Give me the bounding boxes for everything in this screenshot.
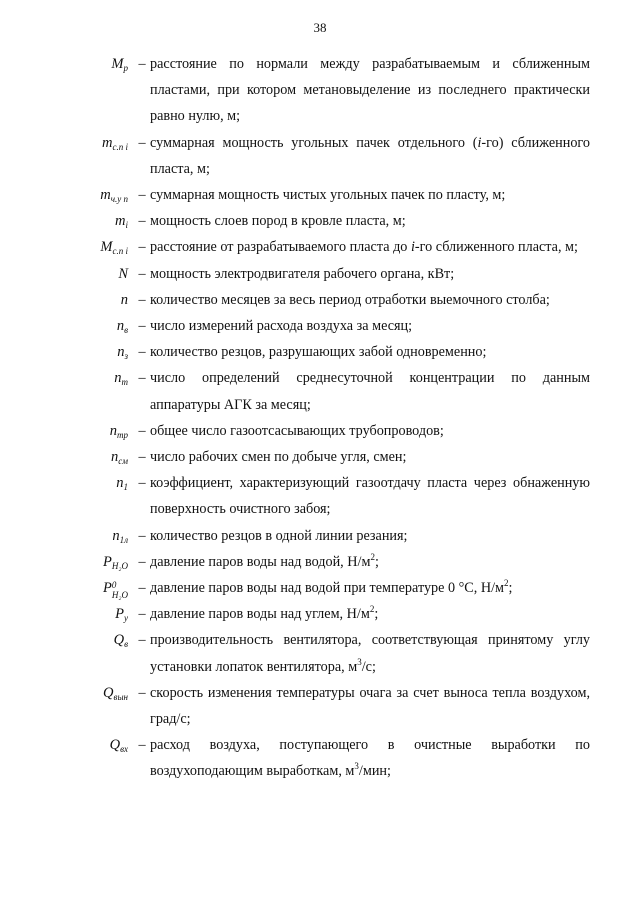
dash: – — [138, 475, 146, 492]
list-item — [0, 234, 640, 260]
symbol: $P_у$ — [115, 606, 128, 624]
list-item — [0, 261, 640, 287]
symbol: $P_{H_2O}$ — [103, 553, 128, 571]
definition: производительность вентилятора, соответствующая принятому углу установки лопаток вентилятора, $м^3/с$; — [150, 632, 590, 675]
list-item — [0, 575, 640, 601]
list-item — [0, 627, 640, 679]
dash: – — [138, 265, 146, 282]
dash: – — [138, 370, 146, 387]
dash: – — [138, 344, 146, 361]
definition: мощность слоев пород в кровле пласта, м; — [150, 213, 406, 230]
dash: – — [138, 422, 146, 439]
dash: – — [138, 527, 146, 544]
list-item — [0, 313, 640, 339]
symbol-list — [0, 51, 640, 785]
symbol: $n_1$ — [116, 475, 128, 493]
symbol: $Q_{вх}$ — [109, 737, 128, 755]
symbol: $M_{с.п i}$ — [100, 239, 128, 257]
symbol: $n_з$ — [117, 344, 128, 362]
dash: – — [138, 213, 146, 230]
list-item — [0, 523, 640, 549]
definition: количество месяцев за весь период отработки выемочного столба; — [150, 291, 550, 308]
list-item — [0, 444, 640, 470]
dash: – — [138, 56, 146, 72]
dash: – — [138, 553, 146, 570]
dash: – — [138, 187, 146, 204]
list-item — [0, 470, 640, 522]
dash: – — [138, 737, 146, 754]
definition: скорость изменения температуры очага за счет выноса тепла воздухом, град/с; — [150, 684, 590, 728]
dash: – — [138, 632, 146, 649]
list-item — [0, 130, 640, 182]
definition: суммарная мощность чистых угольных пачек по пласту, м; — [150, 187, 506, 204]
symbol: $m_i$ — [115, 213, 128, 231]
dash: – — [138, 134, 146, 151]
list-item — [0, 680, 640, 732]
definition: суммарная мощность угольных пачек отдельного (i-го) сближенного пласта, м; — [150, 134, 590, 177]
symbol: P 0 H₂O — [103, 580, 128, 601]
definition: мощность электродвигателя рабочего органа, кВт; — [150, 265, 455, 282]
symbol: $n_{1л}$ — [112, 527, 128, 545]
definition: количество резцов в одной линии резания; — [150, 527, 408, 544]
list-item — [0, 182, 640, 208]
list-item — [0, 418, 640, 444]
definition: число определений среднесуточной концентрации по данным аппаратуры АГК за месяц; — [150, 370, 590, 413]
symbol: $n_т$ — [114, 370, 128, 388]
symbol: $M_р$ — [111, 56, 128, 73]
list-item — [0, 51, 640, 130]
definition: давление паров воды над водой, $Н/м^2$; — [150, 551, 379, 570]
list-item — [0, 549, 640, 575]
dash: – — [138, 239, 146, 256]
symbol: N — [118, 265, 128, 282]
symbol: $n_{тр}$ — [109, 422, 128, 440]
page-number: 38 — [313, 20, 327, 35]
list-item — [0, 732, 640, 784]
dash: – — [138, 580, 146, 597]
dash: – — [138, 318, 146, 335]
definition: число рабочих смен по добыче угля, смен; — [150, 449, 407, 466]
list-item — [0, 208, 640, 234]
definition: расстояние от разрабатываемого пласта до i-го сближенного пласта, м; — [150, 239, 578, 256]
definition: коэффициент, характеризующий газоотдачу пласта через обнаженную поверхность очистного забоя; — [150, 475, 590, 518]
symbol: $n_в$ — [116, 318, 128, 336]
list-item — [0, 339, 640, 365]
definition: количество резцов, разрушающих забой одновременно; — [150, 344, 487, 361]
list-item — [0, 601, 640, 627]
list-item — [0, 287, 640, 313]
definition: расстояние по нормали между разрабатываемым и сближенным пластами, при котором метановыделение из последнего практически равно нулю, м; — [150, 56, 590, 125]
dash: – — [138, 449, 146, 466]
symbol: $m_{с.п i}$ — [102, 134, 128, 152]
definition: давление паров воды над водой при температуре 0 °С, $Н/м^2$; — [150, 578, 513, 597]
definition: общее число газоотсасывающих трубопроводов; — [150, 422, 444, 439]
symbol: $Q_в$ — [113, 632, 128, 650]
symbol: $Q_{вын}$ — [103, 684, 128, 702]
dash: – — [138, 606, 146, 623]
symbol: n — [120, 291, 128, 308]
dash: – — [138, 291, 146, 308]
definition: расход воздуха, поступающего в очистные выработки по воздухоподающим выработкам, $м^3$/мин; — [150, 737, 590, 780]
symbol: $m_{ч.у п}$ — [100, 187, 128, 205]
symbol: $n_{см}$ — [111, 449, 128, 467]
definition: число измерений расхода воздуха за месяц; — [150, 318, 413, 335]
definition: давление паров воды над углем, $Н/м^2$; — [150, 604, 379, 623]
list-item — [0, 365, 640, 417]
dash: – — [138, 684, 146, 701]
